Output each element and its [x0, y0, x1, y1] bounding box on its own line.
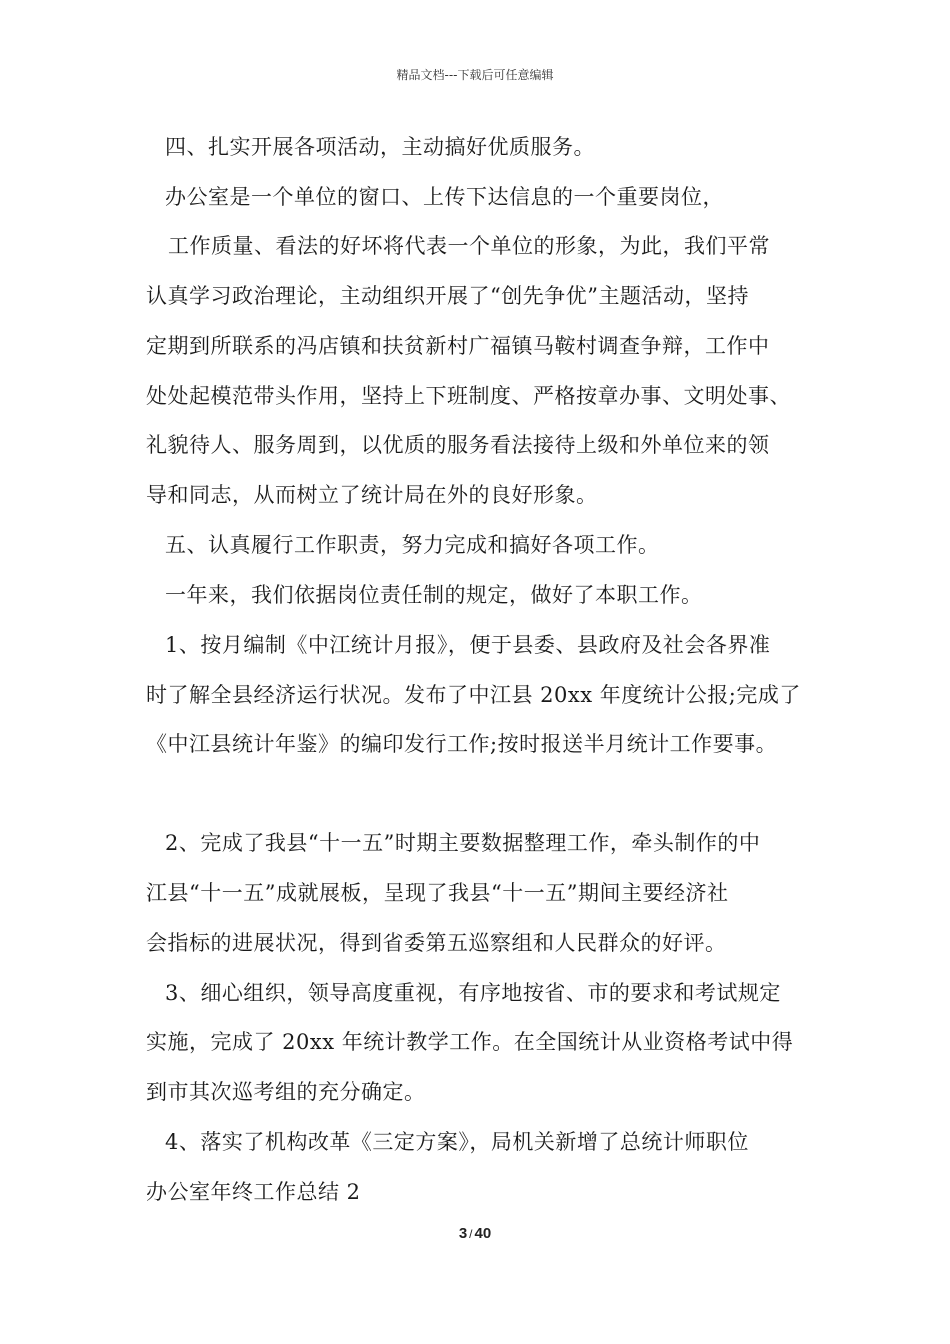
body-line: 办公室年终工作总结 2 — [146, 1180, 361, 1204]
body-line: 到市其次巡考组的充分确定。 — [146, 1080, 426, 1104]
body-line: 认真学习政治理论，主动组织开展了“创先争优”主题活动，坚持 — [146, 284, 749, 308]
page-separator: / — [469, 1227, 473, 1241]
body-line: 2、完成了我县“十一五”时期主要数据整理工作，牵头制作的中 — [165, 831, 761, 855]
body-line: 一年来，我们依据岗位责任制的规定，做好了本职工作。 — [165, 583, 703, 607]
body-line: 定期到所联系的冯店镇和扶贫新村广福镇马鞍村调查争辩，工作中 — [146, 334, 770, 358]
body-line: 工作质量、看法的好坏将代表一个单位的形象，为此，我们平常 — [168, 234, 770, 258]
body-line: 时了解全县经济运行状况。发布了中江县 20xx 年度统计公报;完成了 — [146, 683, 801, 707]
body-line: 五、认真履行工作职责，努力完成和搞好各项工作。 — [165, 533, 660, 557]
body-line: 会指标的进展状况，得到省委第五巡察组和人民群众的好评。 — [146, 931, 727, 955]
body-line: 办公室是一个单位的窗口、上传下达信息的一个重要岗位， — [165, 185, 724, 209]
body-line: 《中江县统计年鉴》的编印发行工作;按时报送半月统计工作要事。 — [146, 732, 778, 756]
body-line: 处处起模范带头作用，坚持上下班制度、严格按章办事、文明处事、 — [146, 384, 791, 408]
body-line: 3、细心组织，领导高度重视，有序地按省、市的要求和考试规定 — [165, 981, 781, 1005]
page-number — [0, 1225, 950, 1242]
body-line: 礼貌待人、服务周到，以优质的服务看法接待上级和外单位来的领 — [146, 433, 770, 457]
current-page: 3 — [458, 1225, 468, 1242]
body-line: 4、落实了机构改革《三定方案》，局机关新增了总统计师职位 — [165, 1130, 749, 1154]
body-line: 实施，完成了 20xx 年统计教学工作。在全国统计从业资格考试中得 — [146, 1030, 794, 1054]
body-line: 四、扎实开展各项活动，主动搞好优质服务。 — [165, 135, 595, 159]
body-line: 导和同志，从而树立了统计局在外的良好形象。 — [146, 483, 598, 507]
total-pages: 40 — [474, 1225, 492, 1242]
body-line: 江县“十一五”成就展板，呈现了我县“十一五”期间主要经济社 — [146, 881, 729, 905]
page-header: 精品文档---下载后可任意编辑 — [396, 68, 554, 82]
body-line: 1、按月编制《中江统计月报》，便于县委、县政府及社会各界准 — [165, 633, 771, 657]
